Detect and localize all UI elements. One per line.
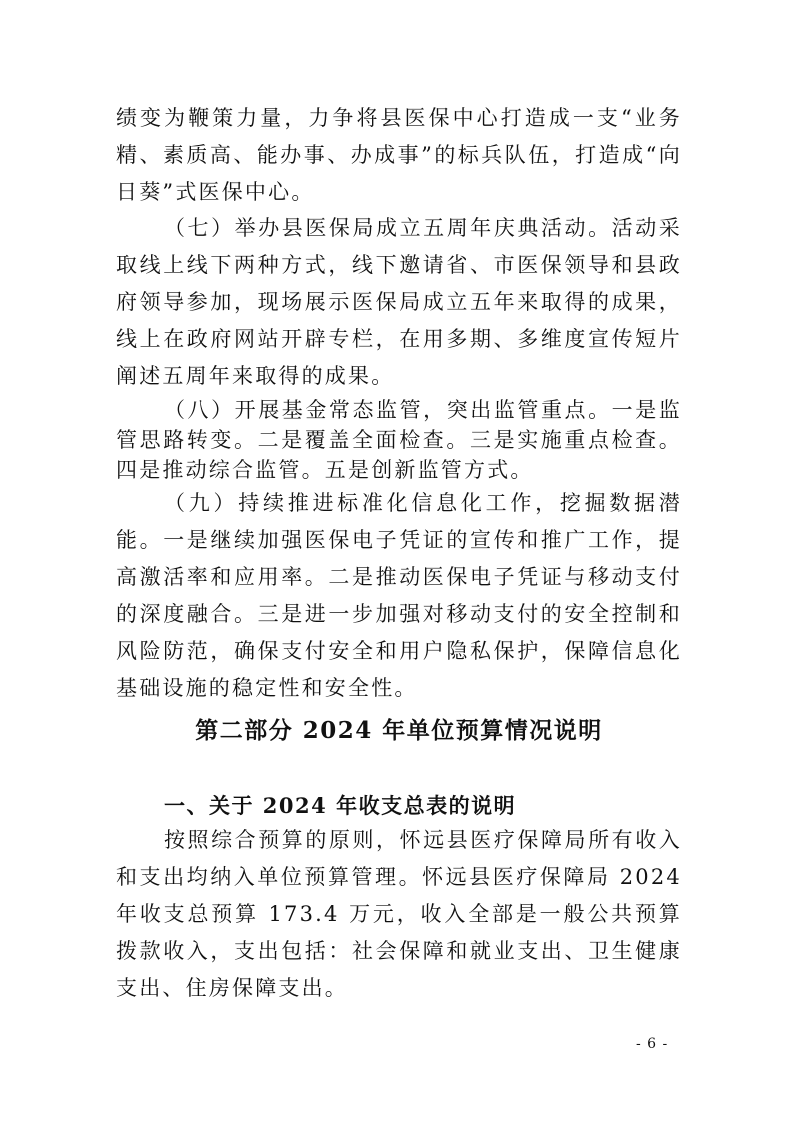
- page-number: - 6 -: [636, 1036, 669, 1052]
- paragraph-item-nine: （九）持续推进标准化信息化工作，挖掘数据潜能。一是继续加强医保电子凭证的宣传和推广工作，提高激活率和应用率。二是推动医保电子凭证与移动支付的深度融合。三是进一步加强对移动支付的安全控制和风险防范，确保支付安全和用户隐私保护，保障信息化基础设施的稳定性和安全性。: [116, 491, 682, 700]
- paragraph-item-eight: （八）开展基金常态监管，突出监管重点。一是监管思路转变。二是覆盖全面检查。三是实施重点检查。四是推动综合监管。五是创新监管方式。: [116, 398, 682, 482]
- paragraph-item-seven: （七）举办县医保局成立五周年庆典活动。活动采取线上线下两种方式，线下邀请省、市医保领导和县政府领导参加，现场展示医保局成立五年来取得的成果，线上在政府网站开辟专栏，在用多期、多维度宣传短片阐述五周年来取得的成果。: [116, 216, 682, 388]
- part-title: 第二部分 2024 年单位预算情况说明: [195, 717, 603, 744]
- section-paragraph: 按照综合预算的原则，怀远县医疗保障局所有收入和支出均纳入单位预算管理。怀远县医疗保障局 2024 年收支总预算 173.4 万元，收入全部是一般公共预算拨款收入，支出包括：社会保障和就业支出、卫生健康支出、住房保障支出。: [116, 828, 682, 1000]
- section-title: 一、关于 2024 年收支总表的说明: [164, 793, 517, 818]
- paragraph-intro-continuation: 绩变为鞭策力量，力争将县医保中心打造成一支“业务精、素质高、能办事、办成事”的标兵队伍，打造成“向日葵”式医保中心。: [116, 106, 682, 204]
